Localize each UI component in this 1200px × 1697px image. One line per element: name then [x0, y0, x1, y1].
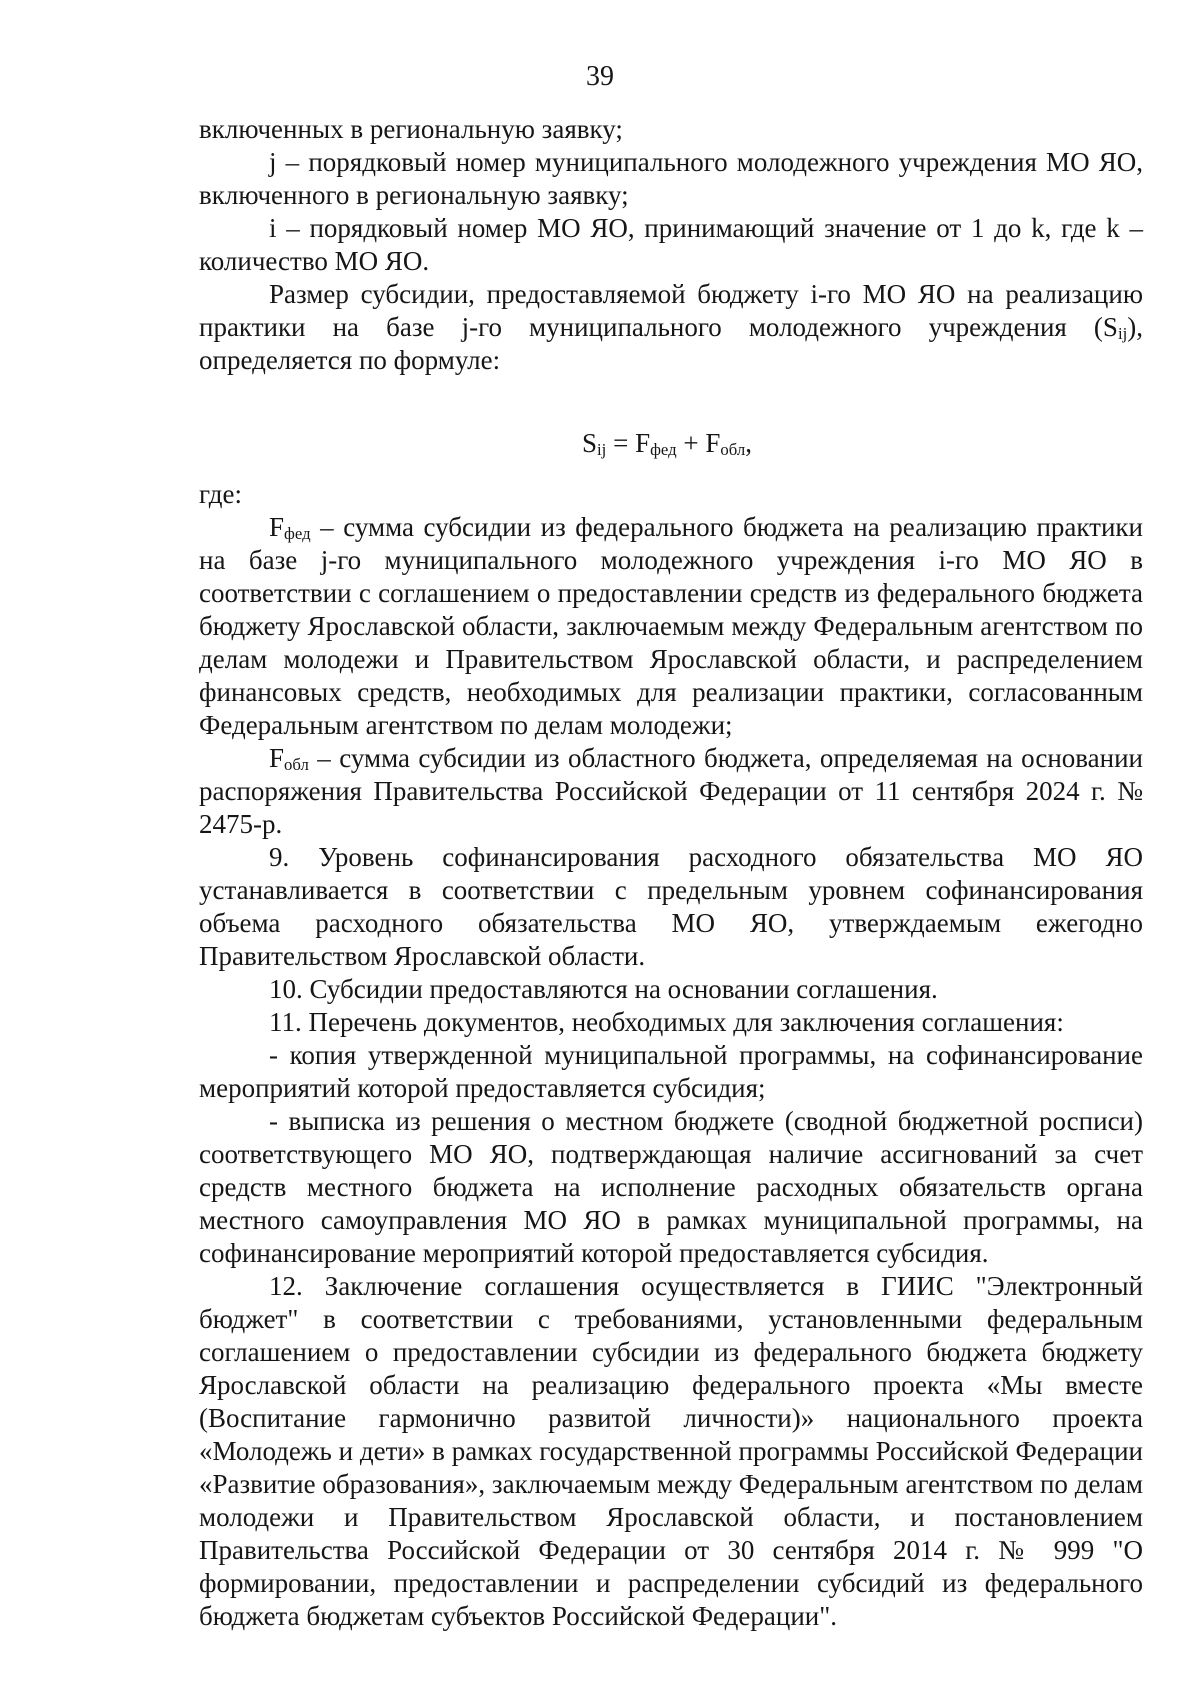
paragraph-6 [199, 742, 1143, 841]
document-body [199, 113, 1143, 1633]
paragraph-8: 10. Субсидии предоставляются на основании соглашения. [269, 974, 938, 1004]
paragraph-4-text-b: ), определяется по формуле: [199, 312, 1143, 375]
paragraph-4 [199, 278, 1143, 377]
paragraph-6-subscript: обл [284, 755, 309, 774]
formula-s: S [582, 428, 598, 458]
paragraph-2: j – порядковый номер муниципального молодежного учреждения МО ЯО, включенного в региональную заявку; [199, 147, 1143, 210]
paragraph-5-f: F [269, 512, 285, 542]
paragraph-12: 12. Заключение соглашения осуществляется в ГИИС "Электронный бюджет" в соответствии с требованиями, установленными федеральным соглашением о предоставлении субсидии из федерального бюджета бюджету Ярославской области на реализацию федерального проекта «Мы вместе (Воспитание гармонично развитой личности)» национального проекта «Молодежь и дети» в рамках государственной программы Российской Федерации «Развитие образования», заключаемым между Федеральным агентством по делам молодежи и Правительством Ярославской области, и постановлением Правительства Российской Федерации от 30 сентября 2014 г. № 999 "О формировании, предоставлении и распределении субсидий из федерального бюджета бюджетам субъектов Российской Федерации". [199, 1271, 1143, 1631]
formula [199, 427, 1143, 460]
paragraph-4-subscript: ij [1117, 324, 1128, 343]
formula-obl-subscript: обл [720, 440, 746, 459]
paragraph-9: 11. Перечень документов, необходимых для заключения соглашения: [269, 1007, 1064, 1037]
paragraph-5-text: – сумма субсидии из федерального бюджета на реализацию практики на базе j-го муниципального молодежного учреждения i-го МО ЯО в соответствии с соглашением о предоставлении средств из федерального бюджета бюджету Ярославской области, заключаемым между Федеральным агентством по делам молодежи и Правительством Ярославской области, и распределением финансовых средств, необходимых для реализации практики, согласованным Федеральным агентством по делам молодежи; [199, 512, 1143, 740]
formula-fed-subscript: фед [650, 440, 677, 459]
paragraph-6-f: F [269, 743, 285, 773]
paragraph-7: 9. Уровень софинансирования расходного обязательства МО ЯО устанавливается в соответствии с предельным уровнем софинансирования объема расходного обязательства МО ЯО, утверждаемым ежегодно Правительством Ярославской области. [199, 842, 1143, 971]
paragraph-3: i – порядковый номер МО ЯО, принимающий значение от 1 до k, где k – количество МО ЯО. [199, 213, 1143, 276]
paragraph-1: включенных в региональную заявку; [199, 114, 623, 144]
paragraph-5 [199, 511, 1143, 742]
paragraph-11: - выписка из решения о местном бюджете (сводной бюджетной росписи) соответствующего МО ЯО, подтверждающая наличие ассигнований за счет средств местного бюджета на исполнение расходных обязательств органа местного самоуправления МО ЯО в рамках муниципальной программы, на софинансирование мероприятий которой предоставляется субсидия. [199, 1106, 1143, 1268]
paragraph-5-subscript: фед [284, 524, 311, 543]
formula-eq: = F [606, 428, 651, 458]
where-label: где: [199, 479, 242, 509]
formula-s-subscript: ij [597, 440, 607, 459]
formula-plus: + F [676, 428, 721, 458]
paragraph-6-text: – сумма субсидии из областного бюджета, определяемая на основании распоряжения Правительства Российской Федерации от 11 сентября 2024 г. № 2475-р. [199, 743, 1143, 839]
formula-end: , [745, 428, 752, 458]
page-number: 39 [586, 61, 614, 92]
paragraph-4-text-a: Размер субсидии, предоставляемой бюджету i-го МО ЯО на реализацию практики на базе j-го муниципального молодежного учреждения (S [199, 279, 1143, 342]
paragraph-10: - копия утвержденной муниципальной программы, на софинансирование мероприятий которой предоставляется субсидия; [199, 1040, 1143, 1103]
